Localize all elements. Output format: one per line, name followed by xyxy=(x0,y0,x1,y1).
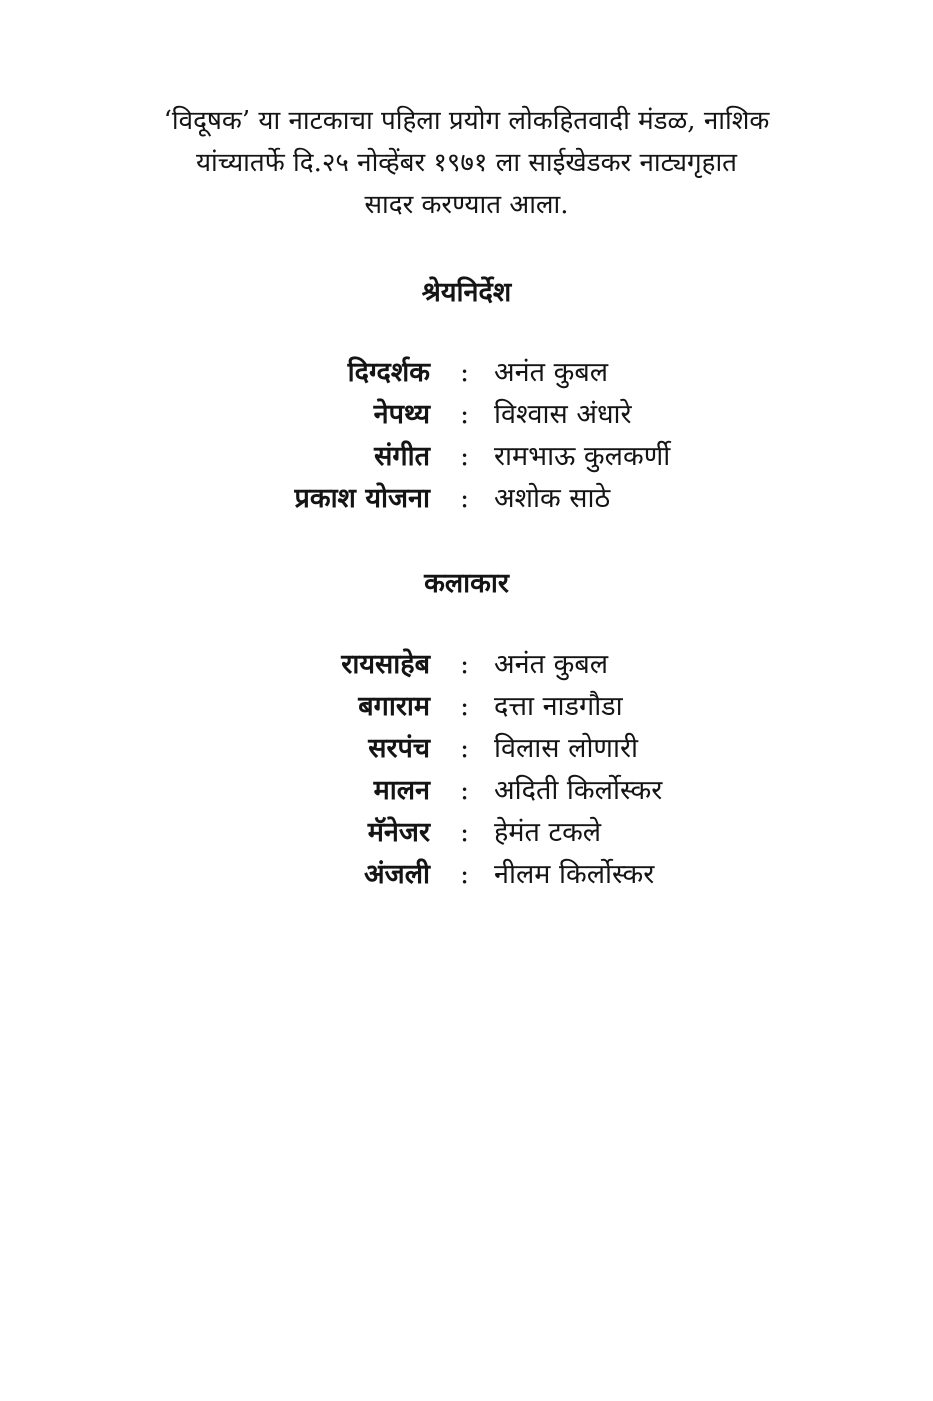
credit-separator: : xyxy=(460,441,470,472)
cast-separator: : xyxy=(460,691,470,722)
credit-row xyxy=(0,436,933,478)
cast-person: नीलम किर्लोस्कर xyxy=(494,859,655,890)
cast-role: मालन xyxy=(373,775,430,806)
cast-separator: : xyxy=(460,817,470,848)
credit-person: रामभाऊ कुलकर्णी xyxy=(494,441,671,472)
cast-person: अनंत कुबल xyxy=(494,649,609,680)
cast-row xyxy=(0,686,933,728)
credit-separator: : xyxy=(460,483,470,514)
credit-role: प्रकाश योजना xyxy=(294,483,430,514)
intro-line-1: ‘विदूषक’ या नाटकाचा पहिला प्रयोग लोकहितवादी मंडळ, नाशिक xyxy=(163,106,770,136)
cast-separator: : xyxy=(460,775,470,806)
intro-line-2: यांच्यातर्फे दि.२५ नोव्हेंबर १९७१ ला साईखेडकर नाट्यगृहात xyxy=(195,148,738,178)
cast-role: सरपंच xyxy=(368,733,430,764)
credit-separator: : xyxy=(460,357,470,388)
intro-line-3: सादर करण्यात आला. xyxy=(364,190,569,220)
cast-separator: : xyxy=(460,649,470,680)
cast-role: मॅनेजर xyxy=(367,817,430,848)
cast-row xyxy=(0,812,933,854)
cast-separator: : xyxy=(460,859,470,890)
cast-separator: : xyxy=(460,733,470,764)
credit-row xyxy=(0,478,933,520)
cast-person: विलास लोणारी xyxy=(494,733,638,764)
cast-person: अदिती किर्लोस्कर xyxy=(494,775,663,806)
cast-row xyxy=(0,854,933,896)
cast-role: अंजली xyxy=(364,859,430,890)
credits-heading: श्रेयनिर्देश xyxy=(421,277,512,308)
cast-role: बगाराम xyxy=(358,691,430,722)
cast-row xyxy=(0,728,933,770)
intro-paragraph xyxy=(0,100,933,226)
credit-role: नेपथ्य xyxy=(373,399,430,430)
credit-row xyxy=(0,352,933,394)
cast-role: रायसाहेब xyxy=(341,649,430,680)
credit-role: दिग्दर्शक xyxy=(347,357,430,388)
credit-separator: : xyxy=(460,399,470,430)
credits-list xyxy=(0,352,933,520)
credit-person: अशोक साठे xyxy=(494,483,611,514)
credit-person: विश्वास अंधारे xyxy=(494,399,632,430)
cast-heading: कलाकार xyxy=(424,568,509,599)
credit-role: संगीत xyxy=(374,441,430,472)
cast-row xyxy=(0,770,933,812)
cast-person: दत्ता नाडगौडा xyxy=(494,691,623,722)
credit-person: अनंत कुबल xyxy=(494,357,609,388)
cast-list xyxy=(0,644,933,896)
cast-person: हेमंत टकले xyxy=(494,817,602,848)
cast-row xyxy=(0,644,933,686)
credit-row xyxy=(0,394,933,436)
